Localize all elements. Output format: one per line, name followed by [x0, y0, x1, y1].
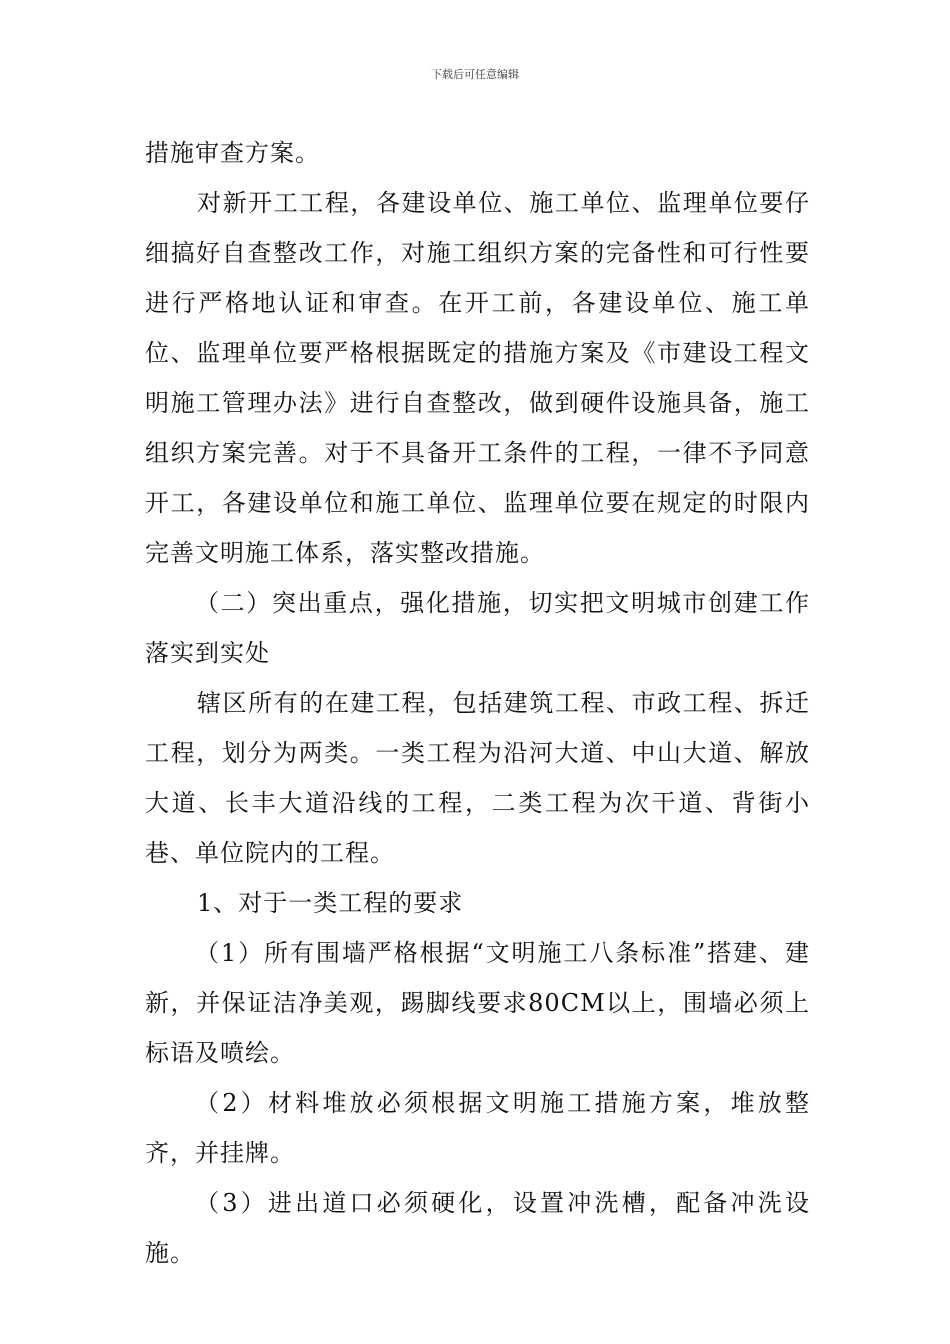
- section-heading: （二）突出重点，强化措施，切实把文明城市创建工作落实到实处: [145, 589, 810, 667]
- subsection-heading: 1、对于一类工程的要求: [197, 889, 464, 917]
- paragraph: 对新开工工程，各建设单位、施工单位、监理单位要仔细搞好自查整改工作，对施工组织方案的完备性和可行性要进行严格地认证和审查。在开工前，各建设单位、施工单位、监理单位要严格根据既定的措施方案及《市建设工程文明施工管理办法》进行自查整改，做到硬件设施具备，施工组织方案完善。对于不具备开工条件的工程，一律不予同意开工，各建设单位和施工单位、监理单位要在规定的时限内完善文明施工体系，落实整改措施。: [145, 189, 810, 567]
- list-item: （2）材料堆放必须根据文明施工措施方案，堆放整齐，并挂牌。: [145, 1089, 810, 1167]
- list-item: （3）进出道口必须硬化，设置冲洗槽，配备冲洗设施。: [145, 1189, 810, 1267]
- list-item: （1）所有围墙严格根据“文明施工八条标准”搭建、建新，并保证洁净美观，踢脚线要求80CM以上，围墙必须上标语及喷绘。: [145, 939, 810, 1067]
- document-body: [145, 128, 810, 1278]
- paragraph: 措施审查方案。: [145, 139, 320, 167]
- paragraph: 辖区所有的在建工程，包括建筑工程、市政工程、拆迁工程，划分为两类。一类工程为沿河大道、中山大道、解放大道、长丰大道沿线的工程，二类工程为次干道、背街小巷、单位院内的工程。: [145, 689, 810, 867]
- page-header: 下载后可任意编辑: [431, 68, 519, 81]
